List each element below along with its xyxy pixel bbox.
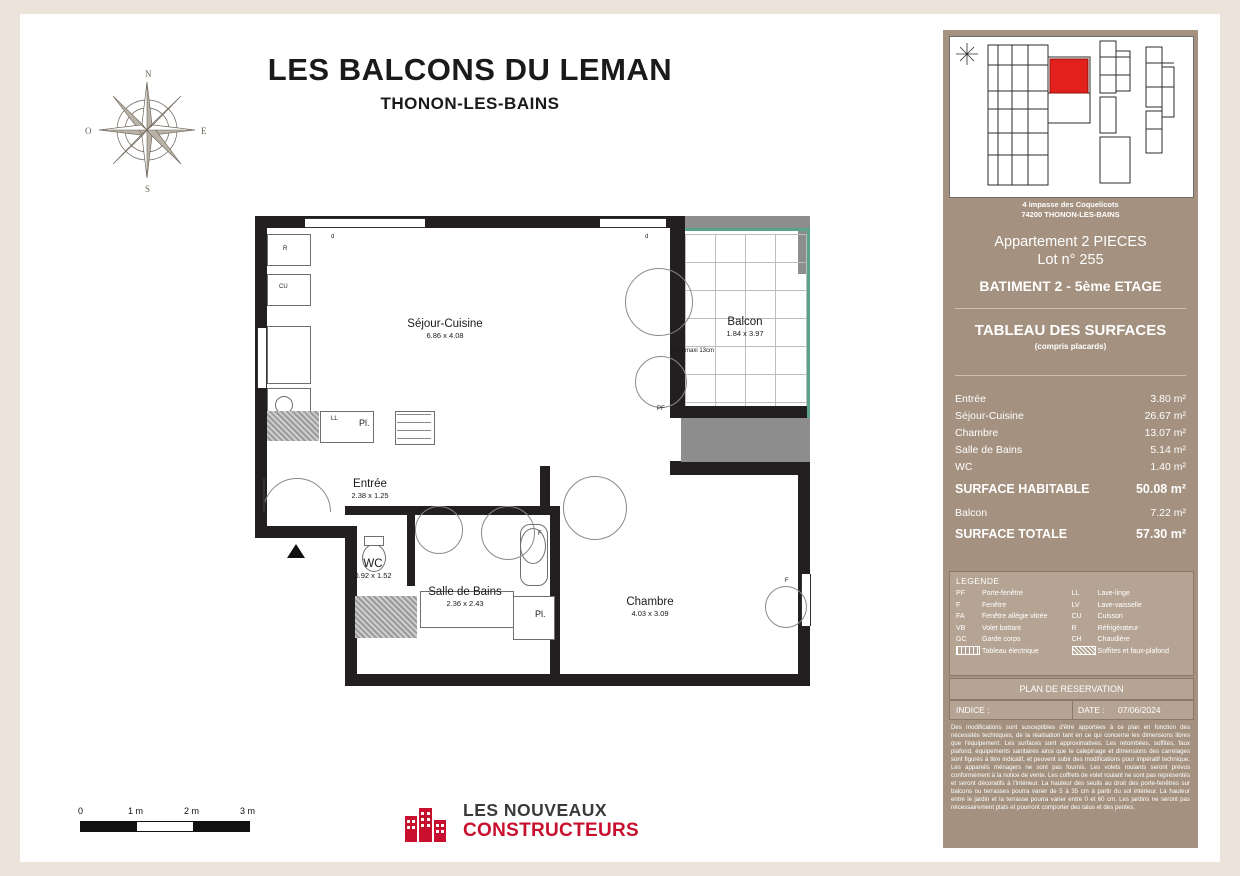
- surface-value: 1.40 m²: [1150, 460, 1186, 473]
- tag-d-2: d: [645, 234, 649, 240]
- legend-key: R: [1071, 624, 1077, 632]
- legend-key: F: [956, 601, 961, 609]
- legend-text: Lave-linge: [1097, 590, 1130, 597]
- legend-item: [956, 634, 1072, 646]
- legend-item: [956, 611, 1072, 623]
- room-label-sdb: [400, 586, 530, 608]
- indice-date-bar: [949, 700, 1194, 720]
- room-dims: 0.92 x 1.52: [354, 571, 392, 580]
- surface-value: 50.08 m²: [1135, 482, 1186, 496]
- disclaimer-text: Des modifications sont susceptibles d'être apportées à ce plan en fonction des nécessités techniques, de la réalisation tant en ce qui concerne les dimensions libres que l'équipement. Les surfaces sont approximatives. Les retombées, soffites, faux plafond, équipements sanitaires ainsi que le calepinage et dimensions des carrelages sont figurés à titre indicatif, et peuvent subir des modifications pour impératif technique. Les appareils ménagers ne sont pas fournis. Les volets roulants seront prévus conformément à la notice de vente. Les coffrets de volet roulant ne sont pas représentés et seront décoratifs à l'intérieur. La hauteur des seuils au droit des porte-fenêtres sur balcons ou terrasses pourra varier de 5 à 35 cm à partir du sol intérieur. La hauteur entre le jardin et la terrasse pourra varier entre 0 et 60 cm. Les jardins ne seront pas nécessairement plats et pourront comporter des talus et des pentes.: [951, 724, 1190, 812]
- surface-balcony-row: [955, 499, 1186, 522]
- room-name: Salle de Bains: [428, 586, 502, 598]
- window-sejour-2: [600, 218, 666, 228]
- entry-door-leaf: [263, 478, 265, 512]
- wc-door-swing: [481, 506, 535, 560]
- reservation-banner: PLAN DE RESERVATION: [949, 678, 1194, 700]
- lot-number: Lot n° 255: [1037, 252, 1104, 268]
- legend-item: [956, 646, 1072, 660]
- tag-lave-linge: LL: [331, 416, 338, 422]
- svg-text:O: O: [85, 126, 92, 136]
- room-label-wc: [333, 558, 413, 580]
- legend-text: Fenêtre allégie vitrée: [982, 613, 1048, 620]
- apartment-type: Appartement 2 PIECES: [994, 234, 1147, 250]
- cupboard-unit: [395, 411, 435, 445]
- page-subtitle: THONON-LES-BAINS: [380, 94, 560, 113]
- compass-rose: [82, 64, 212, 194]
- legend-box: [949, 571, 1194, 676]
- scale-tick-0: 0: [78, 806, 84, 816]
- legend-item: [1072, 611, 1188, 623]
- room-dims: 2.38 x 1.25: [351, 491, 389, 500]
- surface-value: 57.30 m²: [1135, 527, 1186, 541]
- legend-key: LV: [1071, 601, 1080, 609]
- wc-tank: [364, 536, 384, 546]
- closet-hatch-1: [267, 411, 319, 441]
- legend-key: FA: [956, 613, 965, 620]
- scale-tick-3: 3 m: [240, 806, 256, 816]
- surface-label: WC: [955, 460, 973, 473]
- legend-text: Cuisson: [1097, 613, 1123, 620]
- window-sejour-1: [305, 218, 425, 228]
- legend-text: Tableau électrique: [982, 647, 1039, 655]
- room-dims: 1.84 x 3.97: [726, 329, 764, 338]
- plan-area: [20, 16, 920, 841]
- balcony-door-swing: [635, 356, 687, 408]
- tag-fenetre-2: F: [785, 578, 789, 584]
- window-chambre-swing: [765, 586, 807, 628]
- wall-left-bottom: [255, 526, 355, 538]
- surface-row: [955, 441, 1186, 458]
- entry-direction-marker: [287, 544, 305, 558]
- window-sejour-3: [257, 328, 267, 388]
- wall-grey-block: [681, 418, 810, 462]
- page-title: LES BALCONS DU LEMAN: [267, 52, 673, 87]
- scale-tick-2: 2 m: [184, 806, 200, 816]
- kitchen-counter: [267, 326, 311, 384]
- surface-value: 26.67 m²: [1144, 409, 1186, 422]
- legend-item: [1072, 634, 1188, 646]
- logo-line-1: LES NOUVEAUX: [463, 800, 608, 820]
- address-line-1: 4 impasse des Coquelicots: [1022, 200, 1119, 209]
- legend-item: [1072, 646, 1188, 660]
- legend-key: LL: [1071, 590, 1080, 597]
- room-dims: 4.03 x 3.09: [631, 609, 669, 618]
- surface-value: 5.14 m²: [1150, 443, 1186, 456]
- surface-label: Balcon: [955, 506, 988, 519]
- info-panel: [943, 30, 1198, 848]
- surface-row: [955, 458, 1186, 475]
- address-line-2: 74200 THONON-LES-BAINS: [1021, 210, 1120, 220]
- wall-bottom: [345, 674, 810, 686]
- room-name: Balcon: [727, 316, 763, 328]
- wall-hall-stub: [540, 466, 550, 511]
- tag-fenetre-1: F: [538, 531, 542, 537]
- legend-text: Porte-fenêtre: [982, 590, 1023, 597]
- surface-row: [955, 424, 1186, 441]
- tag-seuil: Seuil maxi 13cm: [670, 348, 715, 354]
- room-label-sejour: [360, 318, 530, 340]
- wall-balcony-bottom: [670, 406, 810, 418]
- scale-graphic: [80, 821, 250, 832]
- wall-top-right-stub: [670, 216, 685, 266]
- electrical-panel-swatch-icon: [956, 646, 982, 660]
- legend-text: Garde corps: [982, 636, 1021, 643]
- legend-item: [1072, 588, 1188, 600]
- room-name: WC: [363, 558, 383, 570]
- chambre-door-swing: [563, 476, 627, 540]
- legend-column-left: [956, 588, 1072, 659]
- room-dims: 6.86 x 4.08: [426, 331, 464, 340]
- bath-door-swing: [415, 506, 463, 554]
- legend-key: GC: [956, 636, 967, 643]
- legend-text: Chaudière: [1097, 636, 1130, 643]
- legend-text: Volet battant: [982, 624, 1021, 632]
- surface-label: Séjour-Cuisine: [955, 409, 1024, 422]
- balcony-rail-right: [807, 228, 810, 418]
- surface-label: Entrée: [955, 392, 986, 405]
- surfaces-table: [955, 390, 1186, 544]
- surface-total-row: [955, 521, 1186, 544]
- tag-cooking: CU: [279, 284, 288, 290]
- date-label: DATE :: [1078, 705, 1105, 715]
- legend-item: [1072, 623, 1188, 635]
- surface-value: 3.80 m²: [1150, 392, 1186, 405]
- surface-row: [955, 407, 1186, 424]
- legend-key: CU: [1071, 613, 1082, 620]
- date-value: 07/06/2024: [1118, 705, 1161, 715]
- wall-mid-right: [670, 461, 810, 475]
- room-name: Chambre: [626, 596, 674, 608]
- room-label-chambre: [590, 596, 710, 618]
- project-address: [949, 200, 1192, 220]
- wall-grey-top: [685, 216, 810, 228]
- sejour-door-swing: [625, 268, 693, 336]
- legend-key: VB: [956, 624, 966, 632]
- surface-label: Chambre: [955, 426, 999, 439]
- room-name: Séjour-Cuisine: [407, 318, 483, 330]
- surface-label: SURFACE TOTALE: [955, 527, 1068, 541]
- surfaces-subtitle: (compris placards): [1034, 342, 1107, 351]
- room-label-entree: [315, 478, 425, 500]
- surface-label: SURFACE HABITABLE: [955, 482, 1090, 496]
- legend-item: [956, 588, 1072, 600]
- building-floor: BATIMENT 2 - 5ème ETAGE: [979, 278, 1162, 294]
- company-logo: [403, 798, 639, 850]
- scale-tick-1: 1 m: [128, 806, 144, 816]
- legend-column-right: [1072, 588, 1188, 659]
- tag-porte-fenetre: PF: [657, 406, 665, 412]
- logo-line-2: CONSTRUCTEURS: [463, 820, 639, 841]
- legend-item: [1072, 600, 1188, 612]
- legend-key: PF: [956, 590, 965, 597]
- tag-placard-1: Pl.: [359, 418, 370, 428]
- balcony-rail-top: [685, 228, 807, 231]
- soffit-swatch-icon: [1072, 646, 1098, 660]
- scale-labels: [80, 806, 270, 818]
- legend-text: Fenêtre: [982, 601, 1007, 609]
- legend-text: Soffites et faux-plafond: [1097, 647, 1169, 655]
- key-plan: [949, 36, 1194, 198]
- legend-item: [956, 623, 1072, 635]
- surface-habitable-row: [955, 475, 1186, 499]
- svg-text:E: E: [201, 126, 207, 136]
- surface-label: Salle de Bains: [955, 443, 1023, 456]
- legend-title: LEGENDE: [956, 576, 1000, 586]
- room-name: Entrée: [353, 478, 387, 490]
- surface-value: 13.07 m²: [1144, 426, 1186, 439]
- surface-row: [955, 390, 1186, 407]
- logo-mark-icon: [403, 800, 455, 844]
- floor-plan: [245, 206, 865, 716]
- legend-text: Lave-vaisselle: [1097, 601, 1142, 609]
- legend-item: [956, 600, 1072, 612]
- svg-text:S: S: [145, 184, 151, 194]
- legend-text: Réfrigérateur: [1097, 624, 1139, 632]
- tag-refrigerator: R: [283, 246, 288, 252]
- room-label-balcon: [695, 316, 795, 338]
- legend-key: CH: [1071, 636, 1082, 643]
- surface-value: 7.22 m²: [1150, 506, 1186, 519]
- room-dims: 2.36 x 2.43: [446, 599, 484, 608]
- cooking-unit: [267, 274, 311, 306]
- svg-text:N: N: [145, 69, 152, 79]
- tag-placard-2: Pl.: [535, 609, 546, 619]
- tag-d-1: d: [331, 234, 335, 240]
- surfaces-title: TABLEAU DES SURFACES: [974, 322, 1167, 339]
- scale-bar: [80, 806, 270, 832]
- indice-label: INDICE :: [956, 705, 990, 715]
- fridge-unit: [267, 234, 311, 266]
